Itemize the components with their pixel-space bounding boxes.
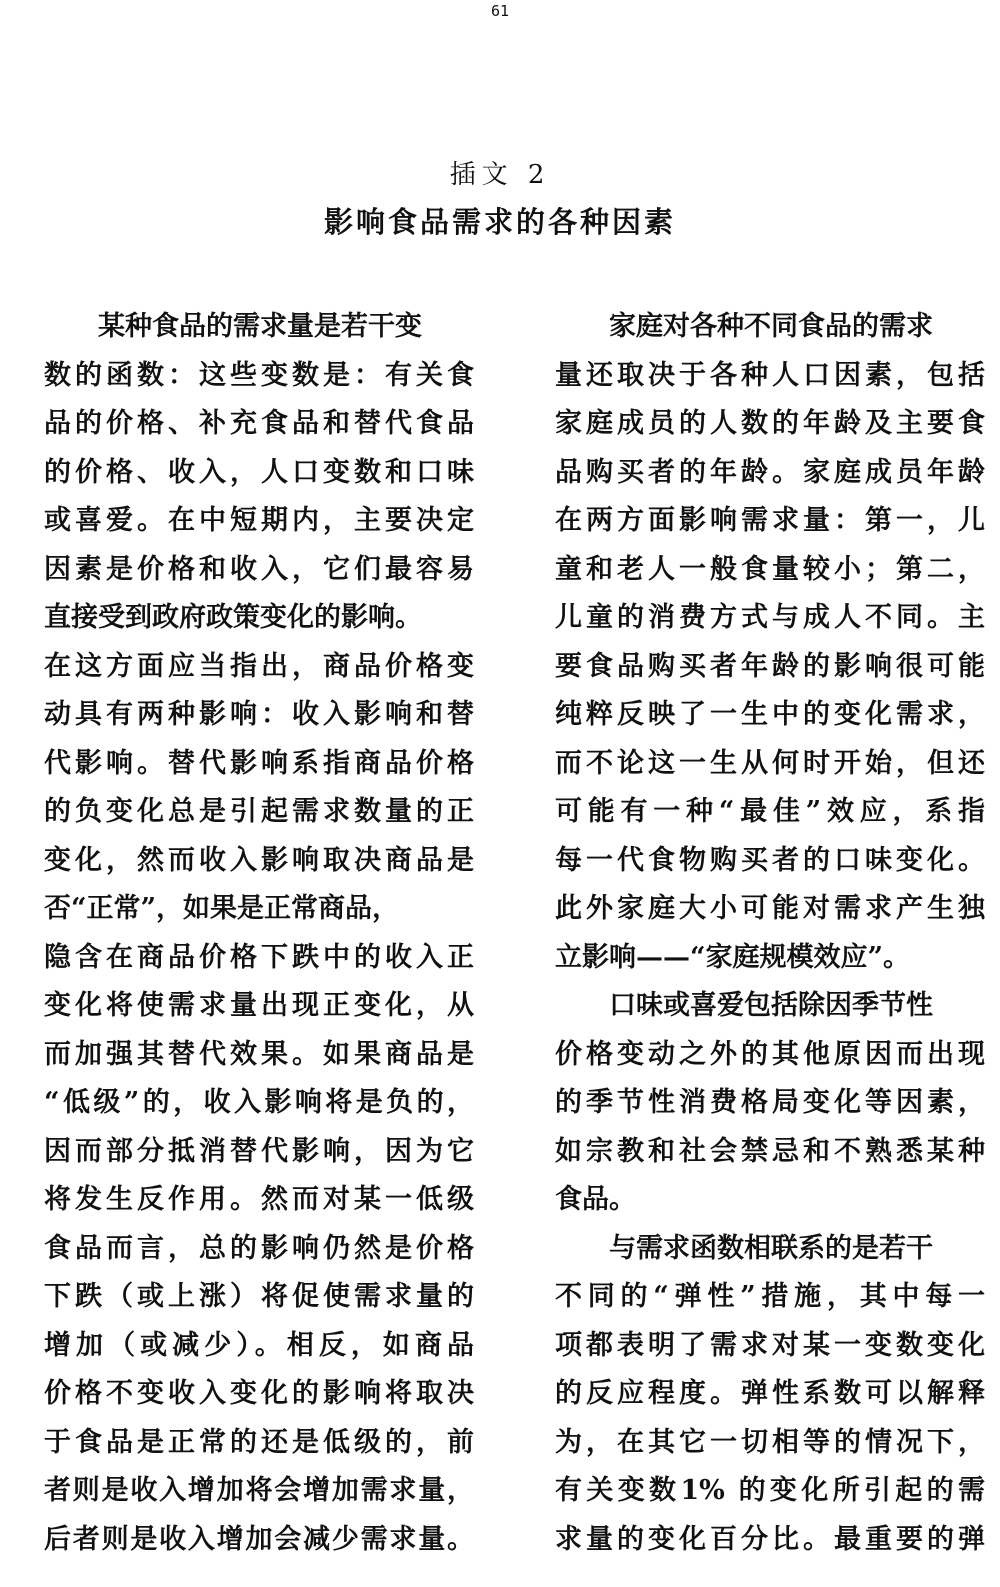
text-line: 在这方面应当指出，商品价格变 (44, 650, 474, 682)
text-line: 或喜爱。在中短期内，主要决定 (44, 505, 474, 536)
text-line: 食品。 (555, 1184, 636, 1215)
text-line: 而加强其替代效果。如果商品是 (44, 1038, 474, 1070)
text-line: 家庭对各种不同食品的需求 (609, 311, 933, 342)
text-line: 直接受到政府政策变化的影响。 (44, 602, 422, 633)
text-line: 者则是收入增加将会增加需求量， (44, 1475, 474, 1506)
text-line: 立影响——“家庭规模效应”。 (555, 941, 911, 973)
page-number: 61 (490, 2, 510, 20)
text-line: 食品而言，总的影响仍然是价格 (44, 1232, 474, 1264)
text-line: 求量的变化百分比。最重要的弹 (555, 1523, 985, 1555)
right-column (555, 303, 985, 1564)
text-line: 某种食品的需求量是若干变 (98, 311, 422, 342)
article-title: 影响食品需求的各种因素 (323, 205, 676, 239)
text-line: 的负变化总是引起需求数量的正 (44, 796, 474, 827)
text-line: 童和老人一般食量较小；第二， (555, 553, 985, 585)
text-line: 代影响。替代影响系指商品价格 (44, 747, 474, 779)
text-line: 可能有一种“最佳”效应，系指 (555, 796, 985, 827)
text-line: 变化，然而收入影响取决商品是 (44, 844, 474, 876)
text-line: 否“正常”，如果是正常商品， (44, 893, 400, 924)
text-line: 如宗教和社会禁忌和不熟悉某种 (555, 1135, 985, 1167)
text-line: 的反应程度。弹性系数可以解释 (555, 1378, 985, 1409)
text-line: 后者则是收入增加会减少需求量。 (44, 1523, 474, 1555)
text-line: 而不论这一生从何时开始，但还 (555, 747, 985, 779)
text-line: 每一代食物购买者的口味变化。 (555, 844, 985, 876)
text-line: 家庭成员的人数的年龄及主要食 (555, 408, 985, 439)
text-line: 将发生反作用。然而对某一低级 (44, 1184, 474, 1215)
text-line: 动具有两种影响：收入影响和替 (44, 699, 474, 730)
text-line: 此外家庭大小可能对需求产生独 (555, 893, 985, 924)
text-line: 在两方面影响需求量：第一，儿 (555, 505, 985, 536)
left-column (44, 303, 474, 1564)
text-line: 价格变动之外的其他原因而出现 (555, 1038, 985, 1070)
text-line: 因而部分抵消替代影响，因为它 (44, 1135, 474, 1167)
text-line: 品的价格、补充食品和替代食品 (44, 408, 474, 439)
text-line: 为，在其它一切相等的情况下， (555, 1426, 985, 1458)
text-line: 数的函数：这些变数是：有关食 (44, 359, 474, 391)
text-line: 儿童的消费方式与成人不同。主 (555, 602, 985, 633)
text-line: 下跌（或上涨）将促使需求量的 (44, 1281, 474, 1312)
text-line: 因素是价格和收入，它们最容易 (44, 553, 474, 585)
text-line: 量还取决于各种人口因素，包括 (555, 359, 985, 391)
text-line: “低级”的，收入影响将是负的， (44, 1087, 474, 1118)
text-line: 价格不变收入变化的影响将取决 (44, 1378, 474, 1409)
text-line: 不同的“弹性”措施，其中每一 (555, 1281, 985, 1312)
section-label: 插文 2 (449, 160, 551, 190)
text-line: 口味或喜爱包括除因季节性 (609, 990, 933, 1021)
text-line: 于食品是正常的还是低级的，前 (44, 1426, 474, 1458)
text-line: 的价格、收入，人口变数和口味 (44, 456, 474, 488)
text-line: 项都表明了需求对某一变数变化 (555, 1329, 985, 1361)
text-line: 有关变数1% 的变化所引起的需 (555, 1475, 985, 1506)
text-line: 与需求函数相联系的是若干 (609, 1232, 933, 1264)
text-line: 变化将使需求量出现正变化，从 (44, 990, 474, 1021)
text-line: 增加（或减少）。相反，如商品 (44, 1329, 474, 1361)
text-line: 纯粹反映了一生中的变化需求， (555, 699, 985, 730)
text-line: 要食品购买者年龄的影响很可能 (555, 650, 985, 682)
text-line: 品购买者的年龄。家庭成员年龄 (555, 456, 985, 488)
text-line: 隐含在商品价格下跌中的收入正 (44, 941, 474, 973)
text-line: 的季节性消费格局变化等因素， (555, 1087, 985, 1118)
